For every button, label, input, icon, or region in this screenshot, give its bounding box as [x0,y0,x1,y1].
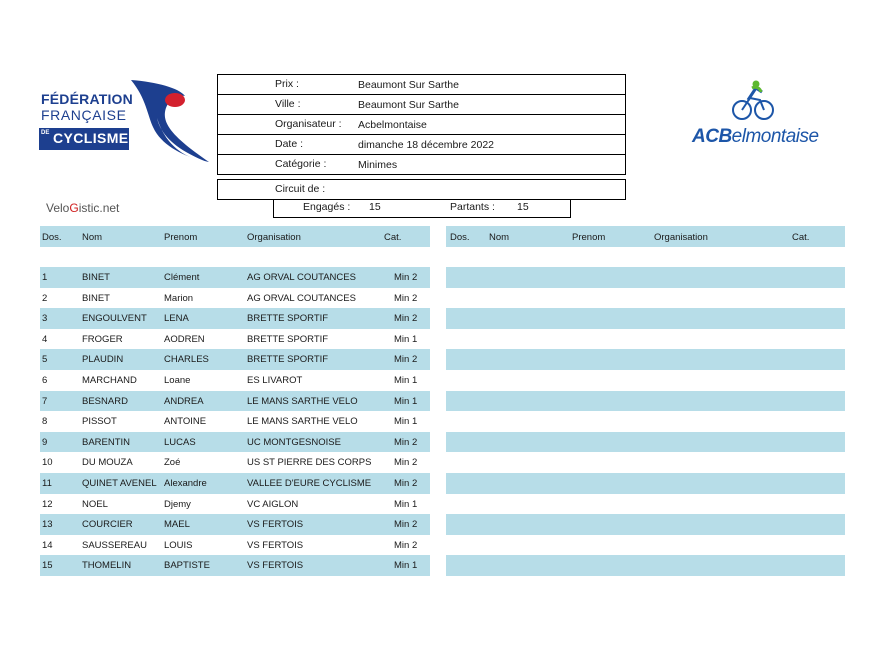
rider-dos: 7 [42,395,48,407]
rider-prenom: Marion [164,292,194,304]
rider-prenom: LENA [164,313,189,325]
rider-prenom: Loane [164,374,191,386]
header-cat: Cat. [792,232,810,243]
table-row [40,391,430,412]
rider-cat: Min 2 [394,457,418,469]
rider-nom: QUINET AVENEL [82,477,157,489]
rider-prenom: LUCAS [164,436,196,448]
rider-organisation: VALLEE D'EURE CYCLISME [247,477,372,489]
empty-table-row [446,535,845,556]
rider-dos: 6 [42,374,48,386]
rider-organisation: BRETTE SPORTIF [247,354,329,366]
rider-cat: Min 2 [394,292,418,304]
rider-nom: THOMELIN [82,560,132,572]
table-row [40,288,430,309]
velogistic-watermark [46,201,119,215]
rider-nom: BINET [82,272,110,283]
rider-prenom: LOUIS [164,539,193,551]
rider-organisation: ES LIVAROT [247,374,303,386]
info-value: Beaumont Sur Sarthe [358,99,459,111]
ffc-logo [39,78,214,164]
empty-table-row [446,432,845,453]
rider-dos: 15 [42,560,53,572]
empty-table-row [446,370,845,391]
rider-dos: 9 [42,436,48,448]
race-info-box [217,74,626,175]
rider-cat: Min 2 [394,539,418,551]
info-row-date [218,135,625,155]
rider-nom: BARENTIN [82,436,131,448]
engages-partants-box [273,199,571,218]
acb-logo-bold: ACB [692,126,732,147]
rider-nom: NOEL [82,498,108,510]
right-empty-list [446,267,845,576]
info-label: Catégorie : [275,158,327,170]
header-nom: Nom [82,232,103,243]
rider-nom: COURCIER [82,519,133,531]
engages-label: Engagés : [303,201,351,213]
info-label: Prix : [275,78,299,90]
empty-table-row [446,308,845,329]
header-prenom: Prenom [164,232,198,243]
rider-organisation: BRETTE SPORTIF [247,313,329,325]
rider-cat: Min 2 [394,519,418,531]
info-value: dimanche 18 décembre 2022 [358,139,495,151]
rider-dos: 8 [42,416,48,428]
rider-prenom: ANTOINE [164,416,207,428]
watermark-part1: Velo [46,201,70,215]
table-row [40,432,430,453]
rider-prenom: AODREN [164,333,205,345]
circuit-label: Circuit de : [275,183,326,195]
empty-table-row [446,349,845,370]
rider-cat: Min 1 [394,374,418,386]
rider-organisation: VC AIGLON [247,498,299,510]
info-value: Acbelmontaise [358,119,427,131]
rider-dos: 11 [42,477,52,489]
rider-cat: Min 1 [394,498,418,510]
table-row [40,514,430,535]
table-row [40,267,430,288]
rider-dos: 2 [42,292,48,304]
rider-dos: 4 [42,333,48,345]
ffc-logo-de: DE [41,130,50,136]
watermark-part2: G [69,201,79,215]
info-value: Beaumont Sur Sarthe [358,79,459,91]
header-organisation: Organisation [247,232,301,243]
rider-nom: PLAUDIN [82,354,124,366]
rider-organisation: LE MANS SARTHE VELO [247,416,358,428]
rider-cat: Min 1 [394,395,418,407]
rider-cat: Min 2 [394,272,418,283]
empty-table-row [446,452,845,473]
rider-dos: 10 [42,457,53,469]
rider-list [40,267,430,576]
info-row-ville [218,95,625,115]
rider-nom: DU MOUZA [82,457,133,469]
rider-dos: 13 [42,519,53,531]
table-row [40,555,430,576]
rider-nom: PISSOT [82,416,117,428]
empty-table-row [446,288,845,309]
acbelmontaise-logo [690,80,819,152]
ffc-logo-line2: FRANÇAISE [41,107,127,123]
acb-logo-text [692,126,819,148]
empty-table-row [446,329,845,350]
rider-prenom: CHARLES [164,354,209,366]
empty-table-row [446,514,845,535]
info-row-organisateur [218,115,625,135]
info-row-prix [218,75,625,95]
watermark-part3: istic.net [78,201,120,215]
info-label: Date : [275,138,304,150]
rider-organisation: LE MANS SARTHE VELO [247,395,358,407]
header-dos: Dos. [450,232,470,243]
rider-dos: 5 [42,354,48,366]
empty-table-row [446,494,845,515]
table-row [40,370,430,391]
rider-prenom: BAPTISTE [164,560,210,572]
rider-dos: 14 [42,539,53,551]
rider-nom: SAUSSEREAU [82,539,147,551]
partants-label: Partants : [450,201,495,213]
header-cat: Cat. [384,232,402,243]
rider-prenom: MAEL [164,519,190,531]
ffc-logo-banner [39,128,129,150]
empty-table-row [446,267,845,288]
table-row [40,411,430,432]
rider-dos: 3 [42,313,48,325]
rider-prenom: Alexandre [164,477,207,489]
rider-nom: BESNARD [82,395,128,407]
rider-organisation: VS FERTOIS [247,539,304,551]
left-table-header [40,226,430,247]
ffc-logo-line1: FÉDÉRATION [41,91,133,107]
right-table-header [446,226,845,247]
rider-prenom: ANDREA [164,395,204,407]
empty-table-row [446,473,845,494]
table-row [40,473,430,494]
rider-organisation: VS FERTOIS [247,519,304,531]
rider-cat: Min 2 [394,313,418,325]
rider-dos: 1 [42,272,48,283]
rider-cat: Min 1 [394,416,418,428]
header-organisation: Organisation [654,232,708,243]
acb-cyclist-icon [690,80,815,128]
engages-value: 15 [369,201,381,213]
info-row-categorie [218,155,625,175]
rider-cat: Min 2 [394,354,418,366]
rider-nom: BINET [82,292,110,304]
rider-organisation: AG ORVAL COUTANCES [247,292,356,304]
rider-nom: FROGER [82,333,123,345]
rider-organisation: BRETTE SPORTIF [247,333,329,345]
table-row [40,329,430,350]
rider-prenom: Zoé [164,457,181,469]
table-row [40,494,430,515]
rider-organisation: VS FERTOIS [247,560,304,572]
rider-nom: MARCHAND [82,374,137,386]
info-label: Organisateur : [275,118,342,130]
rider-prenom: Clément [164,272,200,283]
rider-dos: 12 [42,498,53,510]
rider-organisation: UC MONTGESNOISE [247,436,341,448]
table-row [40,452,430,473]
info-value: Minimes [358,159,398,171]
ffc-cyclist-icon [127,78,213,164]
rider-organisation: US ST PIERRE DES CORPS [247,457,372,469]
rider-nom: ENGOULVENT [82,313,147,325]
rider-cat: Min 1 [394,560,418,572]
rider-cat: Min 2 [394,477,418,489]
table-row [40,308,430,329]
rider-cat: Min 1 [394,333,418,345]
partants-value: 15 [517,201,529,213]
table-row [40,349,430,370]
info-label: Ville : [275,98,301,110]
circuit-row [217,179,626,200]
table-row [40,535,430,556]
header-dos: Dos. [42,232,62,243]
acb-logo-rest: elmontaise [731,126,819,147]
empty-table-row [446,555,845,576]
ffc-logo-line3: CYCLISME [53,130,129,146]
header-nom: Nom [489,232,510,243]
header-prenom: Prenom [572,232,606,243]
rider-organisation: AG ORVAL COUTANCES [247,272,356,283]
empty-table-row [446,411,845,432]
empty-table-row [446,391,845,412]
rider-prenom: Djemy [164,498,191,510]
rider-cat: Min 2 [394,436,418,448]
